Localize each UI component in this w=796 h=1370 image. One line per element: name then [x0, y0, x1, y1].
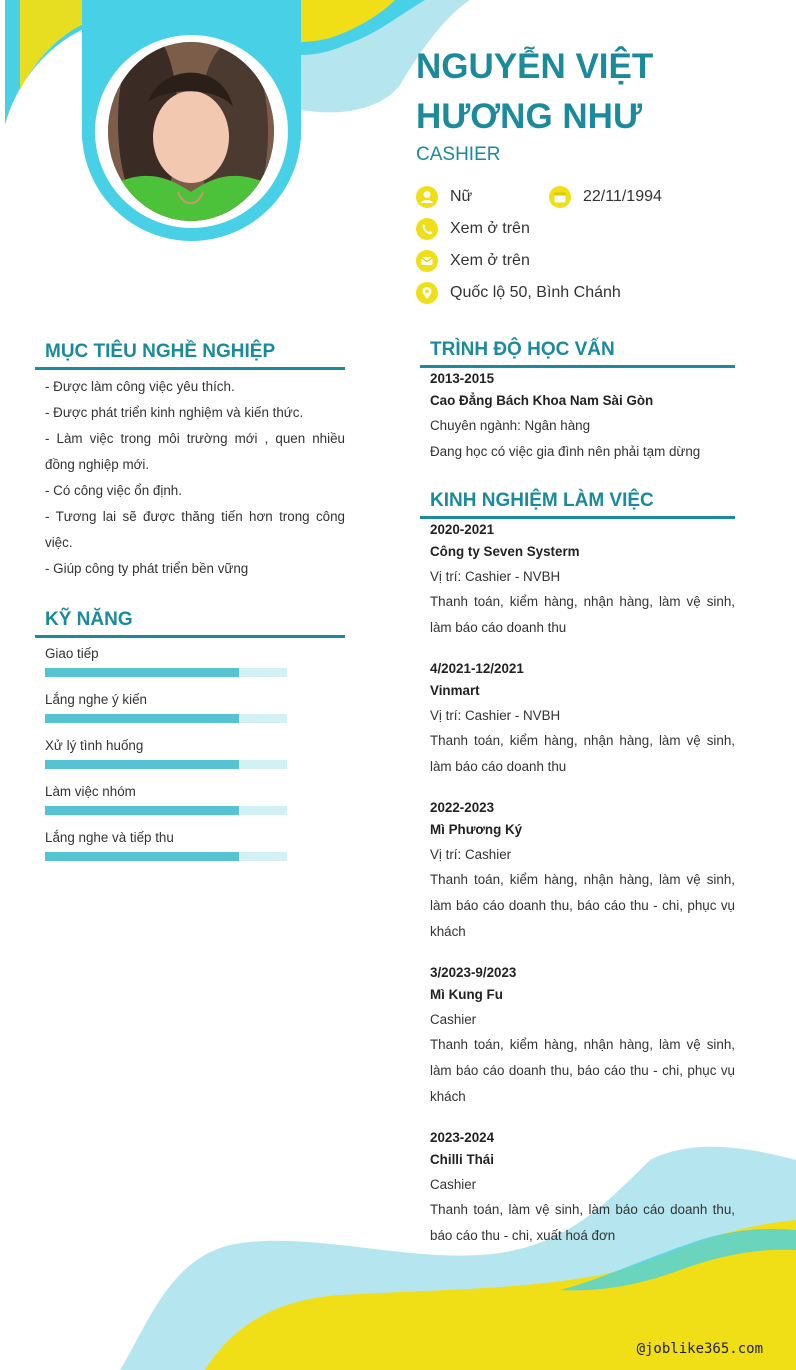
- calendar-icon: [549, 186, 571, 208]
- address-value: Quốc lộ 50, Bình Chánh: [450, 284, 621, 301]
- skill-label: Làm việc nhóm: [45, 784, 136, 799]
- birthday-value: 22/11/1994: [583, 188, 662, 205]
- experience-description: Thanh toán, kiểm hàng, nhận hàng, làm vệ sinh, làm báo cáo doanh thu, báo cáo thu - chi, phục vụ khách: [430, 1037, 735, 1104]
- skill-bar-fill: [45, 852, 239, 861]
- objective-line: - Có công việc ổn định.: [45, 483, 182, 498]
- skill-label: Giao tiếp: [45, 646, 99, 661]
- experience-entry: [430, 660, 735, 780]
- envelope-icon: [416, 250, 438, 272]
- skill-bar-fill: [45, 714, 239, 723]
- experience-date: 4/2021-12/2021: [430, 661, 524, 676]
- experience-description: Thanh toán, kiểm hàng, nhận hàng, làm vệ sinh, làm báo cáo doanh thu: [430, 594, 735, 635]
- education-entry: [430, 370, 735, 466]
- contact-gender: [416, 186, 472, 208]
- experience-description: Thanh toán, kiểm hàng, nhận hàng, làm vệ sinh, làm báo cáo doanh thu: [430, 733, 735, 774]
- experience-entry: [430, 799, 735, 945]
- experience-role: Vị trí: Cashier: [430, 847, 512, 862]
- objective-line: - Được phát triển kinh nghiệm và kiến thức.: [45, 405, 304, 420]
- skill-bar-track: [45, 668, 287, 677]
- education-date: 2013-2015: [430, 371, 495, 386]
- experience-date: 2023-2024: [430, 1130, 495, 1145]
- skill-bar-track: [45, 852, 287, 861]
- job-title: CASHIER: [416, 144, 501, 165]
- education-school: Cao Đẳng Bách Khoa Nam Sài Gòn: [430, 393, 654, 408]
- gender-value: Nữ: [450, 188, 473, 205]
- skill-bar-fill: [45, 806, 239, 815]
- contact-phone: [416, 218, 530, 240]
- email-value: Xem ở trên: [450, 252, 530, 269]
- objective-line: - Tương lai sẽ được thăng tiến hơn trong công việc.: [45, 509, 345, 550]
- experience-entry: [430, 964, 735, 1110]
- name-line-1: NGUYỄN VIỆT: [416, 47, 654, 86]
- skill-bar-track: [45, 760, 287, 769]
- objective-line: - Làm việc trong môi trường mới , quen nhiều đồng nghiệp mới.: [45, 431, 345, 472]
- user-icon: [416, 186, 438, 208]
- name-line-2: HƯƠNG NHƯ: [416, 97, 642, 136]
- avatar: [108, 42, 274, 221]
- experience-section-title: KINH NGHIỆM LÀM VIỆC: [420, 488, 735, 519]
- experience-company: Chilli Thái: [430, 1152, 494, 1167]
- skills-section-title: KỸ NĂNG: [35, 607, 345, 638]
- objective-section-title: MỤC TIÊU NGHỀ NGHIỆP: [35, 339, 345, 370]
- experience-company: Mì Kung Fu: [430, 987, 503, 1002]
- skill-label: Lắng nghe và tiếp thu: [45, 830, 174, 845]
- experience-company: Công ty Seven Systerm: [430, 544, 580, 559]
- contact-email: [416, 250, 530, 272]
- skill-bar-fill: [45, 760, 239, 769]
- phone-icon: [416, 218, 438, 240]
- experience-description: Thanh toán, kiểm hàng, nhận hàng, làm vệ sinh, làm báo cáo doanh thu, báo cáo thu - chi, phục vụ khách: [430, 872, 735, 939]
- experience-entry: [430, 521, 735, 641]
- skill-bar-track: [45, 714, 287, 723]
- education-section-title: TRÌNH ĐỘ HỌC VẤN: [420, 337, 735, 368]
- experience-description: Thanh toán, làm vệ sinh, làm báo cáo doanh thu, báo cáo thu - chi, xuất hoá đơn: [430, 1202, 735, 1243]
- skill-label: Lắng nghe ý kiến: [45, 692, 147, 707]
- phone-value: Xem ở trên: [450, 220, 530, 237]
- education-note: Đang học có việc gia đình nên phải tạm dừng: [430, 444, 701, 459]
- experience-role: Vị trí: Cashier - NVBH: [430, 569, 561, 584]
- skill-label: Xử lý tình huống: [45, 738, 144, 753]
- objective-line: - Được làm công việc yêu thích.: [45, 379, 235, 394]
- experience-date: 2022-2023: [430, 800, 495, 815]
- watermark: @joblike365.com: [636, 1341, 763, 1357]
- location-pin-icon: [416, 282, 438, 304]
- experience-role: Cashier: [430, 1012, 477, 1027]
- experience-company: Vinmart: [430, 683, 480, 698]
- candidate-name: [416, 42, 786, 142]
- experience-company: Mì Phương Ký: [430, 822, 523, 837]
- skill-bar-track: [45, 806, 287, 815]
- experience-date: 3/2023-9/2023: [430, 965, 517, 980]
- contact-address: [416, 282, 621, 304]
- experience-role: Vị trí: Cashier - NVBH: [430, 708, 561, 723]
- contact-birthday: [549, 186, 662, 208]
- education-major: Chuyên ngành: Ngân hàng: [430, 418, 591, 433]
- skill-bar-fill: [45, 668, 239, 677]
- objective-line: - Giúp công ty phát triển bền vững: [45, 561, 249, 576]
- experience-date: 2020-2021: [430, 522, 495, 537]
- experience-role: Cashier: [430, 1177, 477, 1192]
- experience-entry: [430, 1129, 735, 1249]
